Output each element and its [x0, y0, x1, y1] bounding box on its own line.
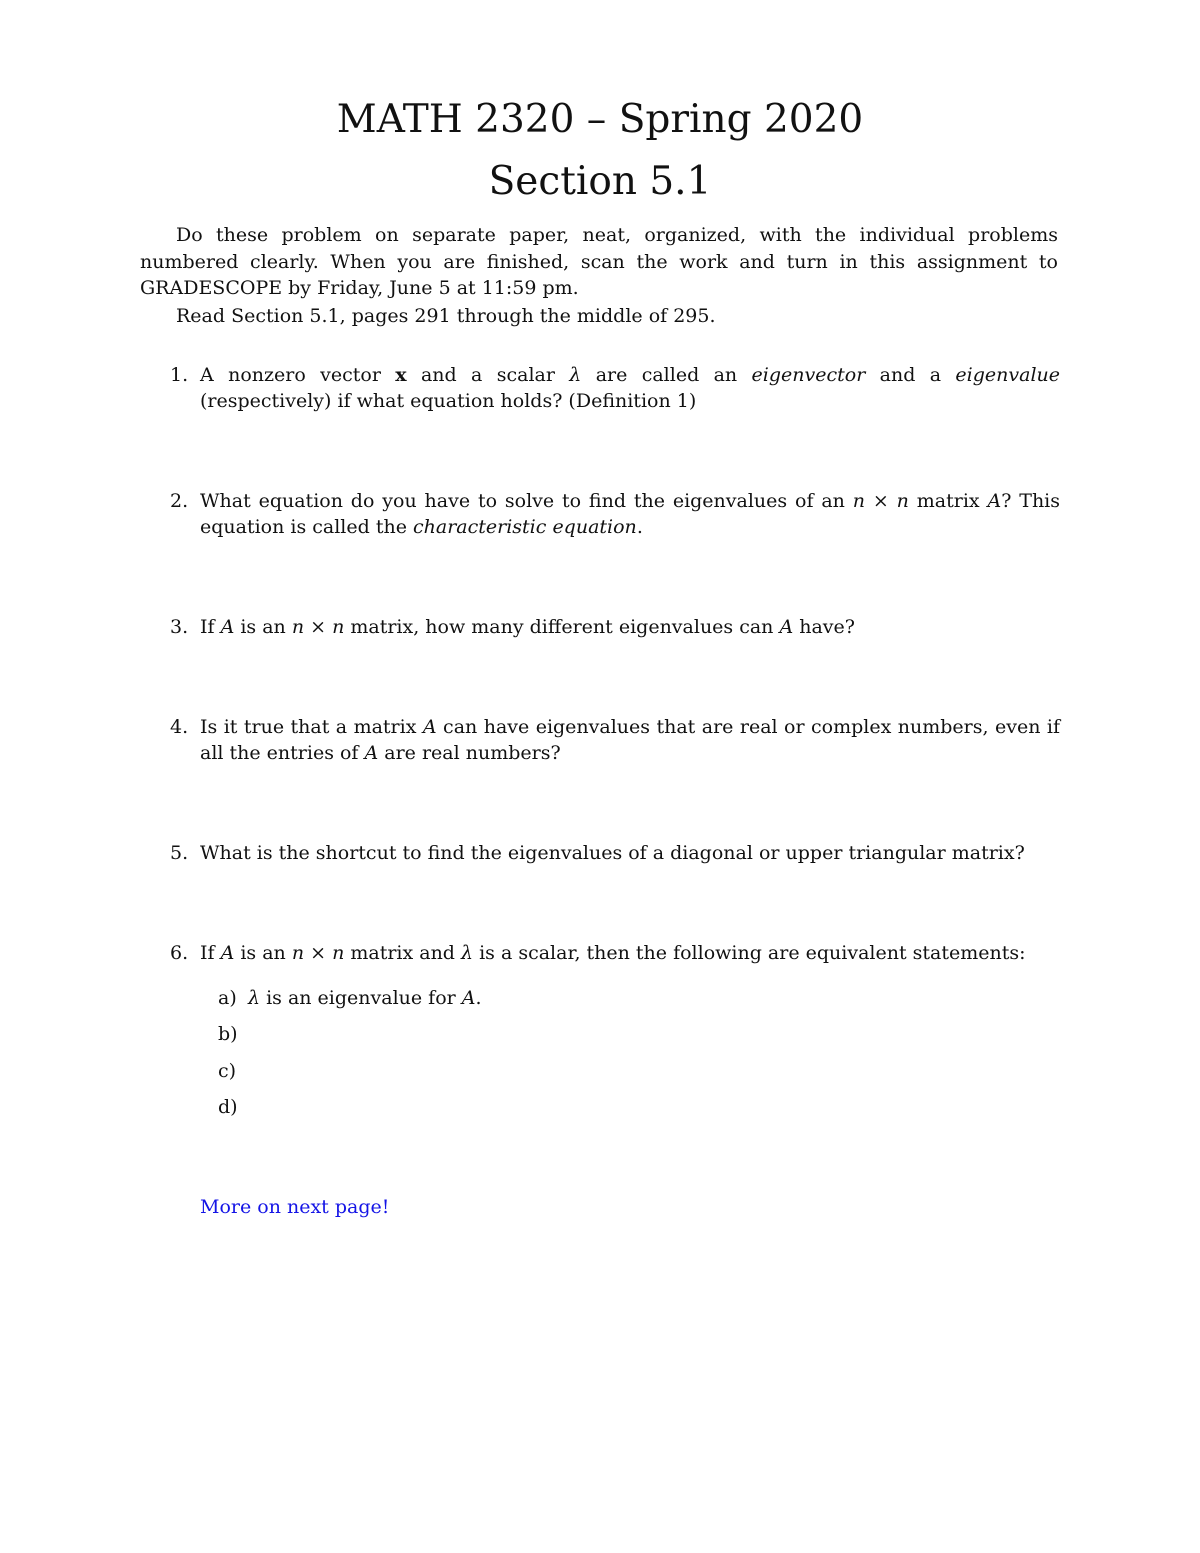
sub-item-a: a) λ is an eigenvalue for A.	[218, 987, 482, 1009]
sub-item-b	[218, 1021, 248, 1047]
problem-text: A nonzero vector x and a scalar λ are called an eigenvector and a eigenvalue (respectively) if what equation holds? (Definition 1)	[200, 364, 1061, 412]
problem-number: 2.	[170, 490, 189, 512]
sub-item-c	[218, 1058, 248, 1084]
instructions-paragraph: Do these problem on separate paper, neat, organized, with the individual problems numbered clearly. When you are finished, scan the work and turn in this assignment to GRADESCOPE by Friday, June 5 at 11:59 pm.	[140, 224, 1058, 299]
problem-number: 6.	[170, 942, 189, 964]
more-on-next-page-note: More on next page!	[200, 1196, 390, 1218]
problem-text: What equation do you have to solve to find the eigenvalues of an n × n matrix A? This equation is called the characteristic equation.	[200, 490, 1061, 538]
problem-text: What is the shortcut to find the eigenvalues of a diagonal or upper triangular matrix?	[200, 842, 1025, 864]
sub-item-label: a)	[218, 987, 237, 1009]
problem-number: 4.	[170, 716, 189, 738]
reading-assignment: Read Section 5.1, pages 291 through the middle of 295.	[176, 304, 716, 327]
problem-number: 5.	[170, 842, 189, 864]
section-title: Section 5.1	[488, 159, 712, 204]
sub-item-d	[218, 1094, 248, 1120]
instructions	[140, 222, 1058, 329]
problem-text: Is it true that a matrix A can have eigenvalues that are real or complex numbers, even if all the entries of A are real numbers?	[200, 716, 1060, 764]
course-title: MATH 2320 – Spring 2020	[336, 97, 864, 142]
problem-text: If A is an n × n matrix and λ is a scalar, then the following are equivalent statements:	[200, 942, 1026, 964]
sub-item-label: d)	[218, 1096, 238, 1118]
problem-number: 3.	[170, 616, 189, 638]
problem-number: 1.	[170, 364, 189, 386]
problem-text: If A is an n × n matrix, how many different eigenvalues can A have?	[200, 616, 855, 638]
sub-item-label: b)	[218, 1023, 238, 1045]
sub-item-label: c)	[218, 1060, 237, 1082]
